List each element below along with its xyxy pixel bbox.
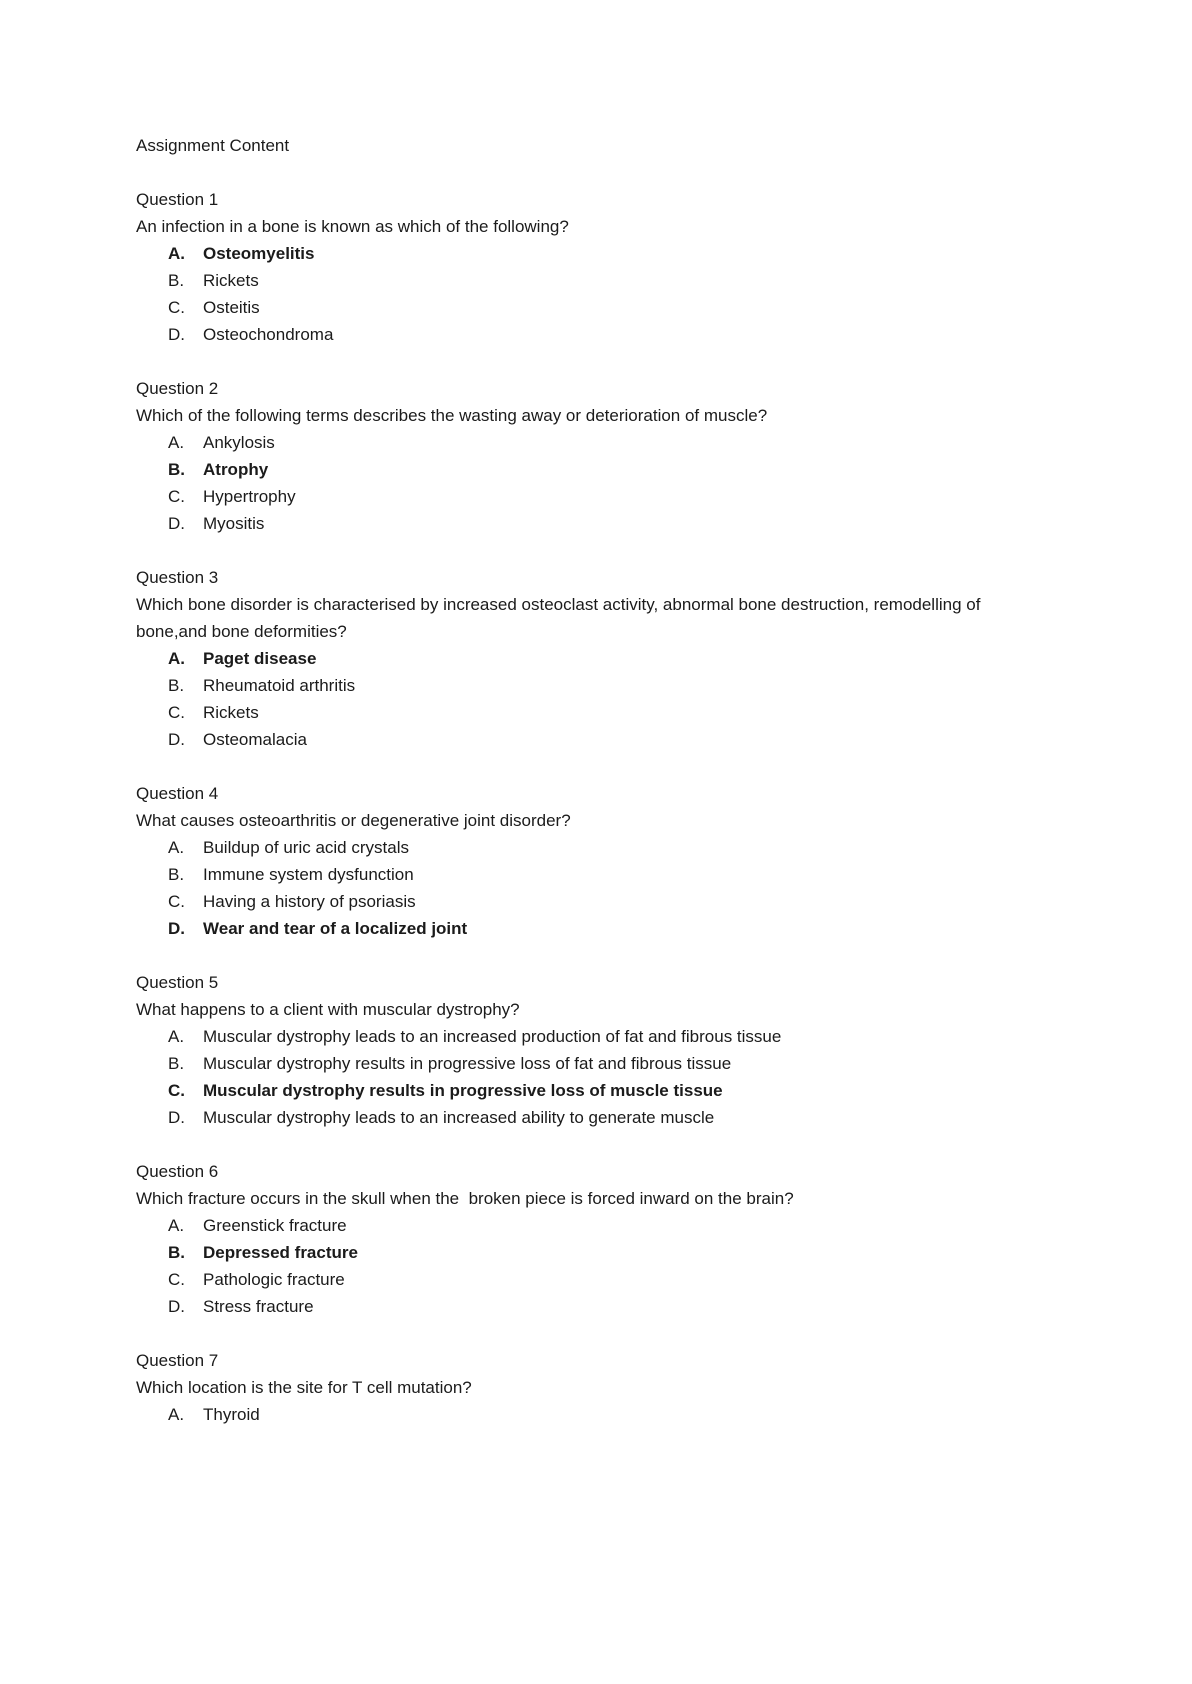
option-letter: A.	[168, 1216, 185, 1235]
answer-option	[136, 672, 996, 699]
question-block	[136, 780, 996, 942]
answer-option	[136, 294, 996, 321]
option-text: Pathologic fracture	[203, 1270, 345, 1289]
option-text: Wear and tear of a localized joint	[203, 919, 468, 938]
option-text: Hypertrophy	[203, 487, 296, 506]
option-text: Stress fracture	[203, 1297, 314, 1316]
option-letter: D.	[168, 919, 185, 938]
answer-option	[136, 1239, 996, 1266]
option-letter: D.	[168, 1297, 185, 1316]
option-letter: B.	[168, 1243, 185, 1262]
answer-option	[136, 1293, 996, 1320]
option-letter: A.	[168, 1405, 185, 1424]
question-block	[136, 375, 996, 537]
question-block	[136, 1158, 996, 1320]
option-text: Paget disease	[203, 649, 317, 668]
answer-option	[136, 321, 996, 348]
option-text: Greenstick fracture	[203, 1216, 347, 1235]
option-text: Having a history of psoriasis	[203, 892, 416, 911]
question-text: What causes osteoarthritis or degenerative joint disorder?	[136, 811, 571, 830]
assignment-content-header: Assignment Content	[136, 136, 290, 155]
option-text: Rickets	[203, 703, 259, 722]
option-letter: B.	[168, 676, 185, 695]
answer-option	[136, 726, 996, 753]
option-letter: A.	[168, 838, 185, 857]
question-label: Question 3	[136, 568, 219, 587]
answer-option	[136, 915, 996, 942]
answer-option	[136, 483, 996, 510]
option-letter: A.	[168, 1027, 185, 1046]
answer-option	[136, 1212, 996, 1239]
question-label: Question 6	[136, 1162, 219, 1181]
question-text: What happens to a client with muscular dystrophy?	[136, 1000, 520, 1019]
question-label: Question 1	[136, 190, 219, 209]
option-letter: B.	[168, 460, 185, 479]
option-letter: D.	[168, 730, 185, 749]
question-text: Which of the following terms describes the wasting away or deterioration of muscle?	[136, 406, 768, 425]
question-block	[136, 564, 996, 753]
option-text: Depressed fracture	[203, 1243, 358, 1262]
answer-option	[136, 267, 996, 294]
question-block	[136, 969, 996, 1131]
option-text: Rickets	[203, 271, 259, 290]
option-letter: D.	[168, 325, 185, 344]
questions-container	[136, 186, 996, 1428]
answer-option	[136, 1104, 996, 1131]
question-text: Which fracture occurs in the skull when the broken piece is forced inward on the brain?	[136, 1189, 794, 1208]
option-text: Muscular dystrophy leads to an increased ability to generate muscle	[203, 1108, 715, 1127]
option-text: Osteomyelitis	[203, 244, 315, 263]
option-text: Muscular dystrophy leads to an increased production of fat and fibrous tissue	[203, 1027, 782, 1046]
option-text: Ankylosis	[203, 433, 275, 452]
option-letter: B.	[168, 1054, 185, 1073]
question-text: An infection in a bone is known as which of the following?	[136, 217, 569, 236]
option-letter: D.	[168, 514, 185, 533]
option-letter: C.	[168, 487, 185, 506]
option-text: Myositis	[203, 514, 265, 533]
answer-option	[136, 240, 996, 267]
option-text: Rheumatoid arthritis	[203, 676, 356, 695]
answer-option	[136, 1077, 996, 1104]
answer-option	[136, 510, 996, 537]
option-letter: A.	[168, 244, 185, 263]
option-text: Osteitis	[203, 298, 260, 317]
option-text: Osteomalacia	[203, 730, 307, 749]
option-text: Immune system dysfunction	[203, 865, 414, 884]
question-label: Question 2	[136, 379, 219, 398]
answer-option	[136, 834, 996, 861]
answer-option	[136, 645, 996, 672]
question-block	[136, 1347, 996, 1428]
answer-option	[136, 1023, 996, 1050]
answer-option	[136, 1266, 996, 1293]
answer-option	[136, 456, 996, 483]
answer-option	[136, 699, 996, 726]
option-text: Atrophy	[203, 460, 269, 479]
option-letter: D.	[168, 1108, 185, 1127]
option-text: Thyroid	[203, 1405, 260, 1424]
option-text: Muscular dystrophy results in progressive loss of fat and fibrous tissue	[203, 1054, 732, 1073]
question-label: Question 7	[136, 1351, 219, 1370]
option-letter: C.	[168, 703, 185, 722]
option-letter: A.	[168, 649, 185, 668]
option-text: Muscular dystrophy results in progressive loss of muscle tissue	[203, 1081, 723, 1100]
option-letter: A.	[168, 433, 185, 452]
question-label: Question 4	[136, 784, 219, 803]
option-letter: C.	[168, 1081, 185, 1100]
option-letter: C.	[168, 298, 185, 317]
option-letter: C.	[168, 892, 185, 911]
option-letter: B.	[168, 271, 185, 290]
option-letter: B.	[168, 865, 185, 884]
answer-option	[136, 1401, 996, 1428]
answer-option	[136, 429, 996, 456]
option-letter: C.	[168, 1270, 185, 1289]
question-text: Which location is the site for T cell mutation?	[136, 1378, 472, 1397]
question-text: Which bone disorder is characterised by increased osteoclast activity, abnormal bone destruction, remodelling of bone,and bone deformities?	[136, 595, 986, 641]
answer-option	[136, 861, 996, 888]
option-text: Buildup of uric acid crystals	[203, 838, 409, 857]
answer-option	[136, 888, 996, 915]
answer-option	[136, 1050, 996, 1077]
question-block	[136, 186, 996, 348]
option-text: Osteochondroma	[203, 325, 334, 344]
question-label: Question 5	[136, 973, 219, 992]
